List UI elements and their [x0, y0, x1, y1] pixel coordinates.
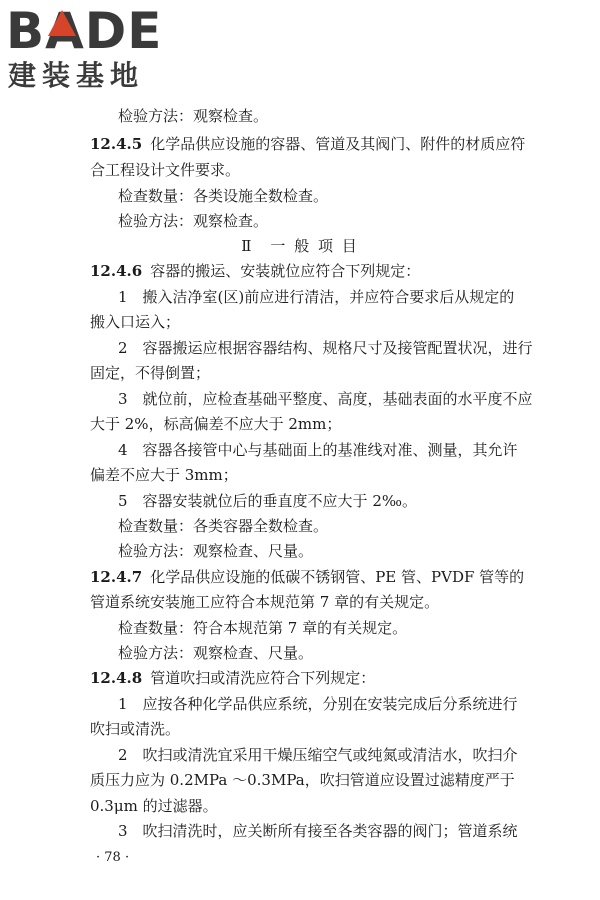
text-line: 检验方法：观察检查、尺量。: [118, 644, 314, 662]
text-line: 0.3μm 的过滤器。: [90, 797, 218, 815]
clause-text: 化学品供应设施的容器、管道及其阀门、附件的材质应符: [150, 135, 526, 153]
text-line: 5 容器安装就位后的垂直度不应大于 2‰。: [118, 492, 417, 510]
clause-line: [90, 261, 420, 281]
text-line: 检查数量：各类设施全数检查。: [118, 187, 329, 205]
text-line: 固定，不得倒置；: [90, 364, 211, 382]
clause-text: 化学品供应设施的低碳不锈钢管、PE 管、PVDF 管等的: [150, 568, 525, 586]
text-line: 搬入口运入；: [90, 313, 181, 331]
text-line: 检验方法：观察检查、尺量。: [118, 542, 314, 560]
section-heading: Ⅱ 一 般 项 目: [241, 237, 359, 255]
text-line: 1 搬入洁净室(区)前应进行清洁，并应符合要求后从规定的: [118, 288, 515, 306]
clause-line: [90, 567, 524, 587]
text-line: 质压力应为 0.2MPa ～0.3MPa，吹扫管道应设置过滤精度严于: [90, 771, 515, 789]
logo-wordmark: BADE: [6, 2, 163, 60]
logo-triangle-icon: [48, 10, 76, 36]
text-line: 检查数量：各类容器全数检查。: [118, 517, 329, 535]
text-line: 4 容器各接管中心与基础面上的基准线对准、测量，其允许: [118, 441, 518, 459]
clause-number: 12.4.8: [90, 669, 143, 687]
text-line: 偏差不应大于 3mm；: [90, 466, 238, 484]
text-line: 管道系统安装施工应符合本规范第 7 章的有关规定。: [90, 593, 440, 611]
text-line: 检验方法：观察检查。: [118, 107, 269, 125]
text-line: 3 吹扫清洗时，应关断所有接至各类容器的阀门；管道系统: [118, 822, 518, 840]
text-line: 1 应按各种化学品供应系统，分别在安装完成后分系统进行: [118, 695, 518, 713]
text-line: 检查数量：符合本规范第 7 章的有关规定。: [118, 619, 408, 637]
clause-number: 12.4.5: [90, 135, 143, 153]
clause-line: [90, 668, 375, 688]
clause-text: 管道吹扫或清洗应符合下列规定：: [150, 669, 376, 687]
text-line: 合工程设计文件要求。: [90, 161, 241, 179]
page-number: · 78 ·: [96, 850, 130, 865]
clause-text: 容器的搬运、安装就位应符合下列规定：: [150, 262, 421, 280]
clause-number: 12.4.6: [90, 262, 143, 280]
text-line: 吹扫或清洗。: [90, 720, 181, 738]
text-line: 2 容器搬运应根据容器结构、规格尺寸及接管配置状况，进行: [118, 339, 533, 357]
text-line: 3 就位前，应检查基础平整度、高度，基础表面的水平度不应: [118, 390, 533, 408]
text-line: 检验方法：观察检查。: [118, 212, 269, 230]
text-line: 大于 2%，标高偏差不应大于 2mm；: [90, 415, 342, 433]
clause-number: 12.4.7: [90, 568, 143, 586]
clause-line: [90, 134, 525, 154]
text-line: 2 吹扫或清洗宜采用干燥压缩空气或纯氮或清洁水，吹扫介: [118, 746, 518, 764]
logo: [6, 4, 186, 96]
logo-subtitle: 建装基地: [8, 59, 145, 92]
